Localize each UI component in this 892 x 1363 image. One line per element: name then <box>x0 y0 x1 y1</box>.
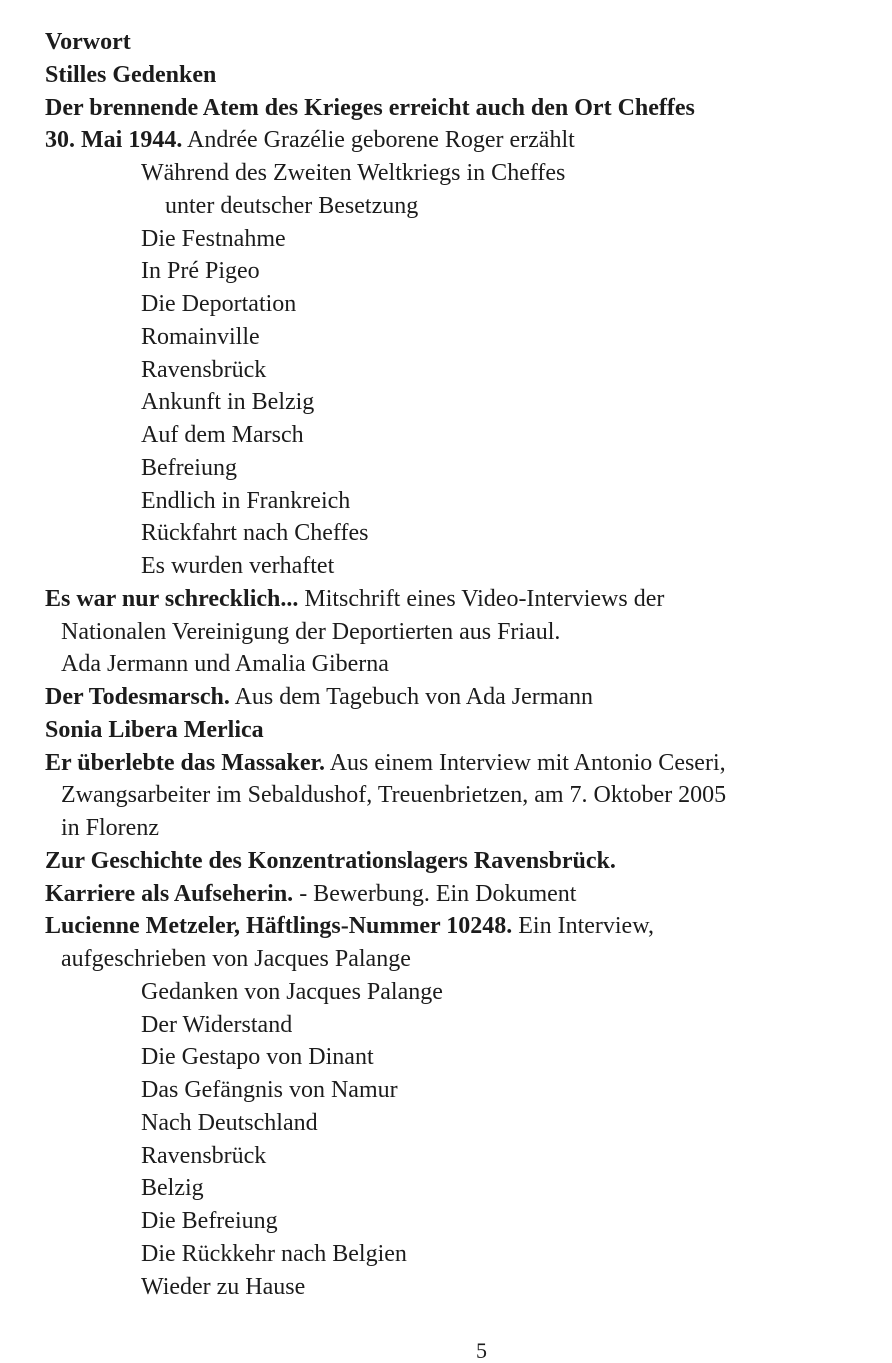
toc-entry-description: Ein Interview, <box>512 913 654 940</box>
toc-entry-title: Er überlebte das Massaker. <box>45 749 326 776</box>
toc-subentry: Die Festnahme <box>141 225 286 252</box>
toc-entry-karriere <box>45 878 875 911</box>
toc-subentry: Endlich in Frankreich <box>141 487 351 514</box>
toc-subentry: Romainville <box>141 323 260 350</box>
toc-subentry: Gedanken von Jacques Palange <box>141 978 443 1005</box>
toc-entry-description: - Bewerbung. Ein Dokument <box>293 880 577 907</box>
toc-entry-title: Lucienne Metzeler, Häftlings-Nummer 10248. <box>45 913 513 940</box>
toc-entry-atem-des-krieges: Der brennende Atem des Krieges erreicht auch den Ort Cheffes <box>45 94 695 121</box>
toc-entry-description: Aus einem Interview mit Antonio Ceseri, <box>325 749 726 776</box>
toc-entry-vorwort: Vorwort <box>45 29 131 55</box>
toc-subentry: Während des Zweiten Weltkriegs in Cheffes <box>141 160 566 186</box>
toc-entry-title: Es war nur schrecklich... <box>45 585 299 612</box>
toc-subentry: Rückfahrt nach Cheffes <box>141 520 369 547</box>
toc-subentry: Die Deportation <box>141 291 297 317</box>
table-of-contents <box>45 26 875 1303</box>
toc-entry-title: Karriere als Aufseherin. <box>45 880 294 907</box>
toc-entry-continuation: Ada Jermann und Amalia Giberna <box>61 651 389 678</box>
toc-entry-stilles-gedenken: Stilles Gedenken <box>45 61 217 88</box>
toc-subentry: Wieder zu Hause <box>141 1273 306 1300</box>
toc-entry-description: Mitschrift eines Video-Interviews der <box>298 585 665 612</box>
toc-subentry: Belzig <box>141 1175 204 1202</box>
toc-subentry: Die Befreiung <box>141 1208 278 1234</box>
toc-subentry: Die Gestapo von Dinant <box>141 1044 374 1071</box>
toc-entry-todesmarsch <box>45 681 875 714</box>
toc-entry-sonia: Sonia Libera Merlica <box>45 716 264 743</box>
toc-entry-metzeler <box>45 910 875 943</box>
toc-entry-massaker <box>45 747 875 780</box>
page-number: 5 <box>476 1338 487 1363</box>
toc-subentry: Ravensbrück <box>141 356 267 383</box>
toc-entry-continuation: aufgeschrieben von Jacques Palange <box>61 946 411 972</box>
toc-subentry: Das Gefängnis von Namur <box>141 1077 398 1103</box>
toc-subentry: Nach Deutschland <box>141 1109 318 1136</box>
toc-subentry: In Pré Pigeo <box>141 258 260 285</box>
toc-subentry: Befreiung <box>141 454 237 481</box>
toc-entry-grazelie <box>45 124 875 157</box>
toc-subentry: Auf dem Marsch <box>141 422 304 448</box>
toc-entry-title: Der Todesmarsch. <box>45 684 230 710</box>
toc-subentry: Es wurden verhaftet <box>141 553 335 579</box>
toc-entry-geschichte: Zur Geschichte des Konzentrationslagers Ravensbrück. <box>45 847 616 874</box>
toc-entry-description: Andrée Grazélie geborene Roger erzählt <box>182 127 575 154</box>
toc-entry-continuation: in Florenz <box>61 815 159 841</box>
toc-entry-title: 30. Mai 1944. <box>45 127 183 154</box>
toc-subentry: Die Rückkehr nach Belgien <box>141 1240 407 1267</box>
toc-subentry: Ravensbrück <box>141 1142 267 1169</box>
toc-subentry: Ankunft in Belzig <box>141 389 315 416</box>
toc-entry-continuation: Nationalen Vereinigung der Deportierten aus Friaul. <box>61 618 561 645</box>
toc-entry-schrecklich <box>45 583 875 616</box>
toc-subentry: Der Widerstand <box>141 1011 293 1038</box>
toc-entry-continuation: Zwangsarbeiter im Sebaldushof, Treuenbrietzen, am 7. Oktober 2005 <box>61 782 727 809</box>
toc-entry-description: Aus dem Tagebuch von Ada Jermann <box>229 684 594 710</box>
toc-subentry-continuation: unter deutscher Besetzung <box>165 192 419 219</box>
